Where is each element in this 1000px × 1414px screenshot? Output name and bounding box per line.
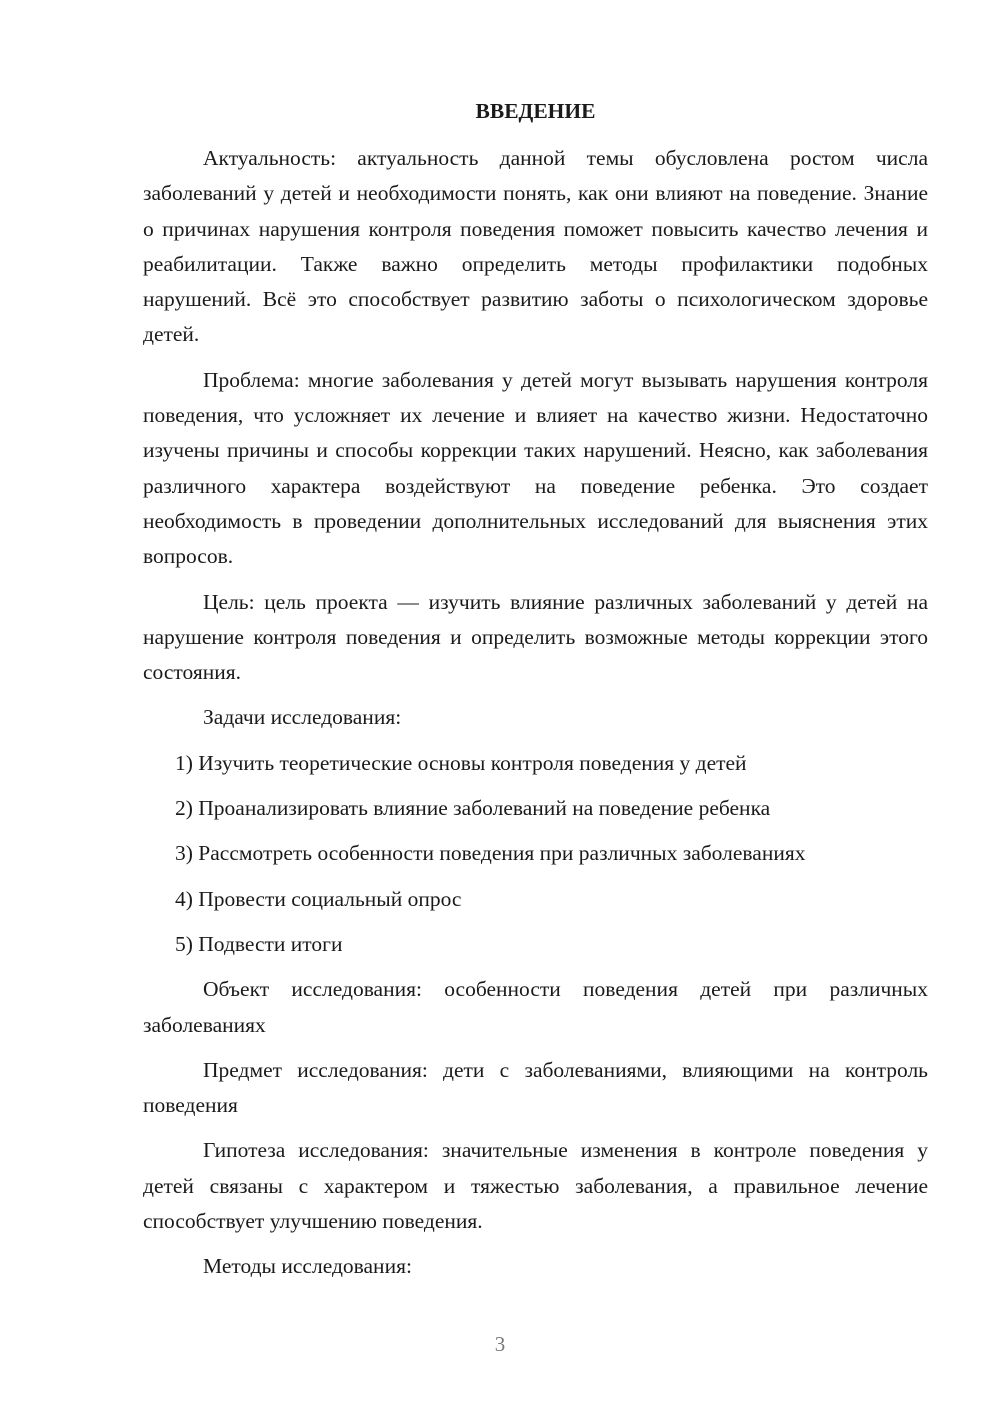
relevance-paragraph: Актуальность: актуальность данной темы обусловлена ростом числа заболеваний у детей и необходимости понять, как они влияют на поведение. Знание о причинах нарушения контроля поведения поможет повысить качество лечения и реабилитации. Также важно определить методы профилактики подобных нарушений. Всё это способствует развитию заботы о психологическом здоровье детей.	[143, 146, 928, 347]
page-number: 3	[494, 1332, 506, 1356]
task-item: 3) Рассмотреть особенности поведения при различных заболеваниях	[175, 841, 806, 866]
object-paragraph: Объект исследования: особенности поведения детей при различных заболеваниях	[143, 977, 928, 1037]
section-title: ВВЕДЕНИЕ	[475, 99, 596, 123]
task-item: 1) Изучить теоретические основы контроля поведения у детей	[175, 750, 747, 775]
task-item: 4) Провести социальный опрос	[175, 886, 462, 911]
goal-paragraph: Цель: цель проекта — изучить влияние различных заболеваний у детей на нарушение контроля поведения и определить возможные методы коррекции этого состояния.	[143, 589, 928, 685]
tasks-list	[143, 746, 928, 962]
methods-heading: Методы исследования:	[203, 1254, 412, 1279]
task-item: 5) Подвести итоги	[175, 931, 343, 956]
document-page	[143, 96, 928, 1295]
subject-paragraph: Предмет исследования: дети с заболеваниями, влияющими на контроль поведения	[143, 1057, 928, 1118]
tasks-heading: Задачи исследования:	[203, 705, 402, 730]
problem-paragraph: Проблема: многие заболевания у детей могут вызывать нарушения контроля поведения, что усложняет их лечение и влияет на качество жизни. Недостаточно изучены причины и способы коррекции таких нарушений. Неясно, как заболевания различного характера воздействуют на поведение ребенка. Это создает необходимость в проведении дополнительных исследований для выяснения этих вопросов.	[143, 367, 928, 569]
task-item: 2) Проанализировать влияние заболеваний на поведение ребенка	[175, 796, 771, 821]
hypothesis-paragraph: Гипотеза исследования: значительные изменения в контроле поведения у детей связаны с характером и тяжестью заболевания, а правильное лечение способствует улучшению поведения.	[143, 1138, 928, 1234]
